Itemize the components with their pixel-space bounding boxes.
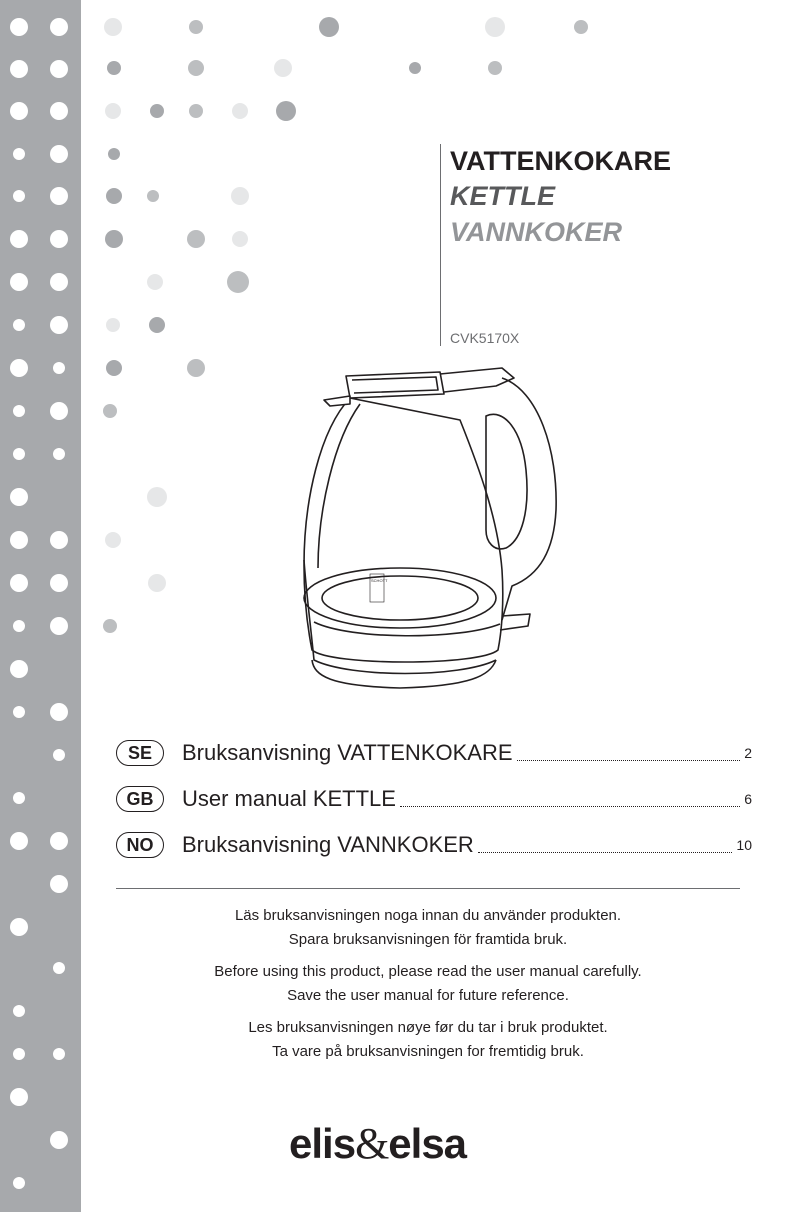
toc-page-no: 10	[736, 837, 752, 853]
toc-title-no: Bruksanvisning VANNKOKER	[182, 832, 474, 857]
decorative-dot	[53, 749, 65, 761]
notice-gb	[116, 960, 740, 1008]
decorative-dot	[105, 532, 121, 548]
toc-title-se: Bruksanvisning VATTENKOKARE	[182, 740, 513, 765]
decorative-dot	[13, 405, 25, 417]
decorative-dot	[106, 318, 120, 332]
decorative-dot	[50, 187, 68, 205]
brand-logo	[289, 1118, 466, 1169]
decorative-dot	[50, 273, 68, 291]
decorative-dot	[227, 271, 249, 293]
toc-row-no[interactable]	[116, 822, 752, 868]
notice-se-line1: Läs bruksanvisningen noga innan du använder produkten.	[234, 907, 622, 924]
toc-row-gb[interactable]	[116, 776, 752, 822]
toc-row-se[interactable]	[116, 730, 752, 776]
toc-page-se: 2	[744, 745, 752, 761]
toc-leader	[478, 838, 733, 853]
decorative-dot	[50, 18, 68, 36]
decorative-dot	[103, 619, 117, 633]
brand-ampersand: &	[355, 1119, 389, 1168]
decorative-dot	[53, 962, 65, 974]
schott-label: SCHOTT	[371, 578, 388, 583]
decorative-dot	[13, 319, 25, 331]
notice-se-line2: Spara bruksanvisningen för framtida bruk.	[288, 931, 568, 948]
decorative-dot	[50, 703, 68, 721]
title-block	[440, 144, 671, 346]
brand-part2: elsa	[388, 1120, 467, 1167]
decorative-dot	[276, 101, 296, 121]
decorative-dot	[50, 1131, 68, 1149]
lang-badge-se: SE	[116, 740, 164, 766]
decorative-dot	[105, 103, 121, 119]
decorative-dot	[13, 1177, 25, 1189]
decorative-dot	[147, 274, 163, 290]
decorative-dot	[50, 230, 68, 248]
decorative-dot	[10, 531, 28, 549]
toc-leader	[517, 746, 741, 761]
notice-gb-line1: Before using this product, please read the user manual carefully.	[214, 963, 642, 980]
decorative-dot	[103, 404, 117, 418]
decorative-dot	[188, 60, 204, 76]
notice-no	[116, 1016, 740, 1064]
notice-se	[116, 904, 740, 952]
decorative-dot	[10, 230, 28, 248]
decorative-dot	[50, 316, 68, 334]
decorative-dot	[50, 832, 68, 850]
decorative-dot	[13, 1048, 25, 1060]
lang-badge-gb: GB	[116, 786, 164, 812]
decorative-dot	[50, 145, 68, 163]
decorative-dot	[574, 20, 588, 34]
decorative-dot	[409, 62, 421, 74]
decorative-dot	[147, 487, 167, 507]
decorative-dot	[149, 317, 165, 333]
notice-no-line1: Les bruksanvisningen nøye før du tar i bruk produktet.	[248, 1019, 608, 1036]
decorative-dot	[104, 18, 122, 36]
decorative-dot	[274, 59, 292, 77]
decorative-dot	[189, 20, 203, 34]
decorative-dot	[231, 187, 249, 205]
decorative-dot	[189, 104, 203, 118]
decorative-dot	[187, 230, 205, 248]
decorative-dot	[485, 17, 505, 37]
divider	[116, 888, 740, 889]
decorative-dot	[108, 148, 120, 160]
decorative-dot	[10, 918, 28, 936]
lang-badge-no: NO	[116, 832, 164, 858]
decorative-dot	[13, 706, 25, 718]
decorative-dot	[488, 61, 502, 75]
decorative-dot	[232, 103, 248, 119]
decorative-dot	[319, 17, 339, 37]
decorative-dot	[53, 448, 65, 460]
decorative-dot	[10, 574, 28, 592]
decorative-dot	[53, 1048, 65, 1060]
decorative-dot	[150, 104, 164, 118]
decorative-dot	[148, 574, 166, 592]
decorative-dot	[187, 359, 205, 377]
title-no: VANNKOKER	[450, 217, 623, 247]
title-gb: KETTLE	[450, 181, 555, 211]
toc-page-gb: 6	[744, 791, 752, 807]
decorative-dot	[10, 102, 28, 120]
decorative-dot	[105, 230, 123, 248]
brand-part1: elis	[289, 1120, 356, 1167]
decorative-dot	[107, 61, 121, 75]
decorative-dot	[10, 1088, 28, 1106]
decorative-dot	[106, 360, 122, 376]
decorative-dot	[13, 190, 25, 202]
decorative-dot	[147, 190, 159, 202]
decorative-dot	[50, 402, 68, 420]
decorative-dot	[10, 273, 28, 291]
kettle-illustration	[290, 360, 560, 700]
decorative-dot	[50, 531, 68, 549]
decorative-dot	[10, 60, 28, 78]
decorative-dot	[53, 362, 65, 374]
decorative-dot	[10, 18, 28, 36]
model-number: CVK5170X	[450, 330, 520, 346]
toc-leader	[400, 792, 740, 807]
decorative-dot	[50, 102, 68, 120]
decorative-dot	[232, 231, 248, 247]
notice-gb-line2: Save the user manual for future reference.	[287, 987, 569, 1004]
toc-title-gb: User manual KETTLE	[182, 786, 396, 811]
title-se: VATTENKOKARE	[450, 146, 671, 176]
table-of-contents	[116, 730, 752, 868]
decorative-dot	[50, 875, 68, 893]
decorative-dot	[13, 792, 25, 804]
notice-no-line2: Ta vare på bruksanvisningen for fremtidig bruk.	[272, 1043, 584, 1060]
decorative-dot	[50, 617, 68, 635]
notice-block	[116, 904, 740, 1072]
decorative-dot	[10, 832, 28, 850]
decorative-dot	[10, 660, 28, 678]
decorative-dot	[106, 188, 122, 204]
decorative-dot	[10, 488, 28, 506]
decorative-dot	[13, 620, 25, 632]
decorative-dot	[13, 148, 25, 160]
decorative-dot	[50, 60, 68, 78]
decorative-dot	[50, 574, 68, 592]
decorative-dot	[10, 359, 28, 377]
decorative-dot	[13, 448, 25, 460]
decorative-dot	[13, 1005, 25, 1017]
